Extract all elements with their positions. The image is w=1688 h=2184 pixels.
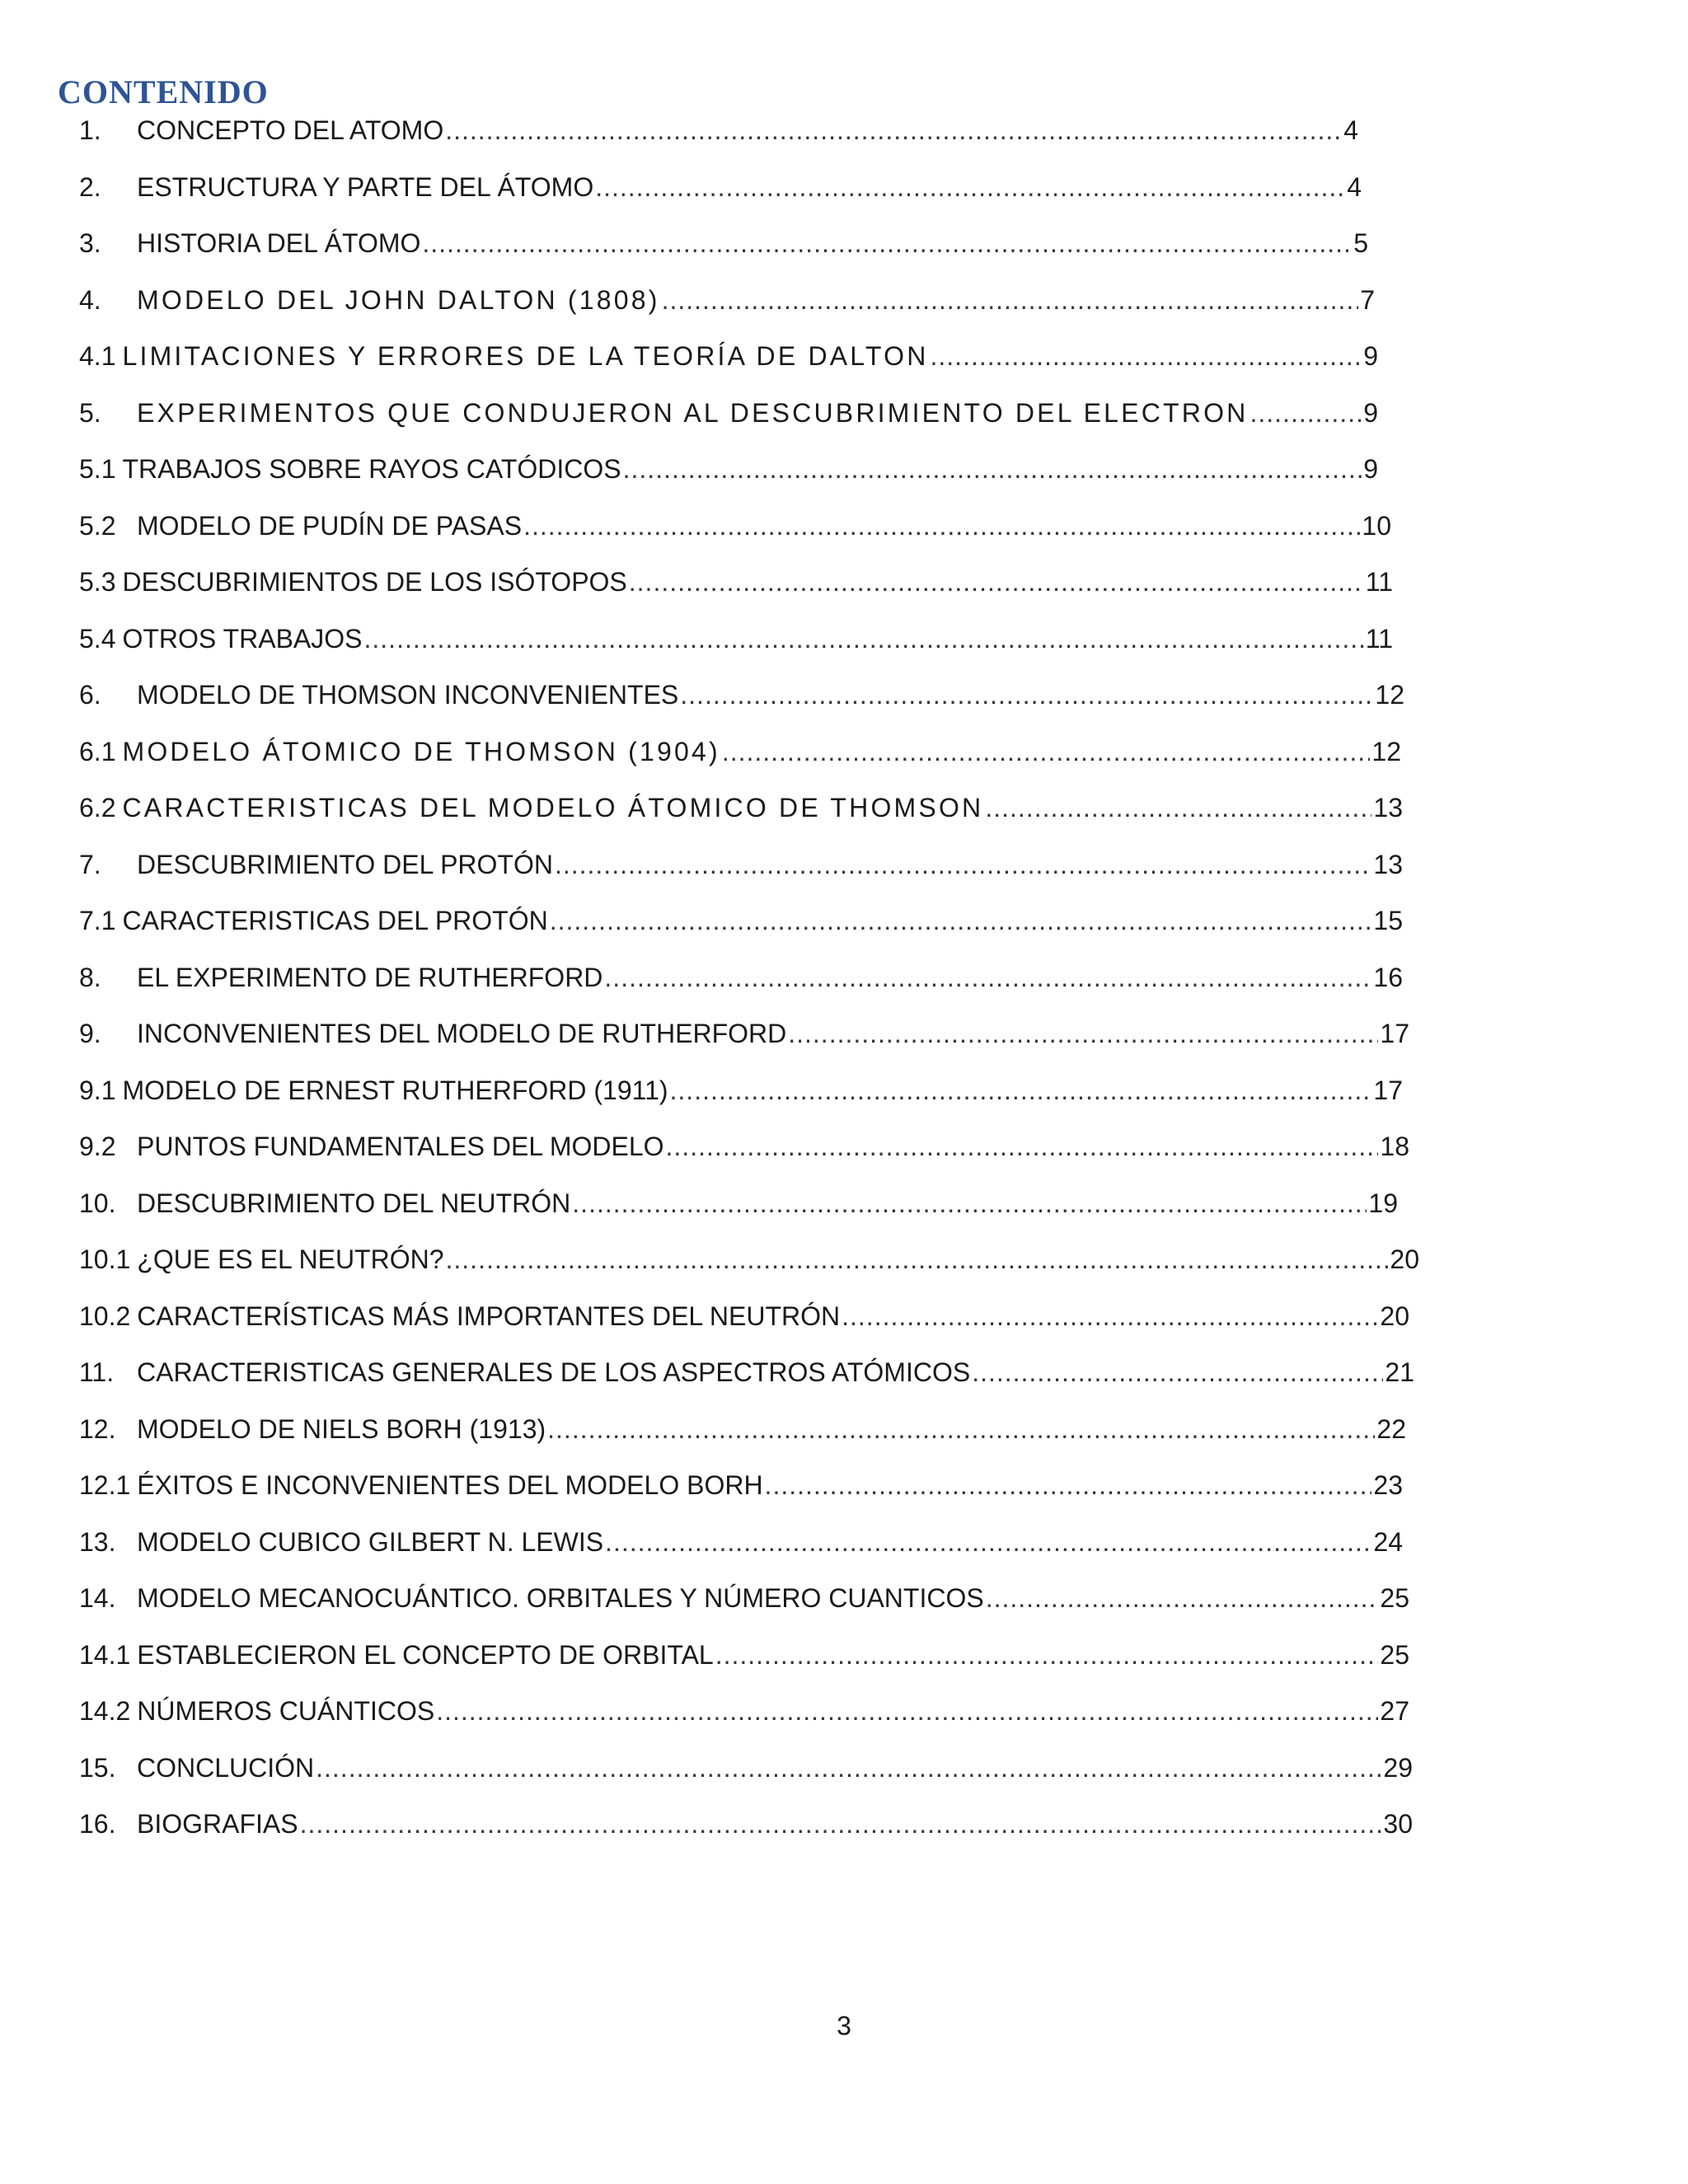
toc-entry-page: 4 <box>1343 115 1358 145</box>
toc-entry-label: MODELO MECANOCUÁNTICO. ORBITALES Y NÚMERO CUANTICOS <box>137 1583 984 1613</box>
toc-entry-page: 11 <box>1365 567 1393 597</box>
dot-leader <box>670 1076 1372 1106</box>
toc-entry[interactable] <box>79 963 1403 1019</box>
toc-entry-label: MODELO DE PUDÍN DE PASAS <box>137 510 523 541</box>
toc-entry-label: CARACTERÍSTICAS MÁS IMPORTANTES DEL NEUTRÓN <box>137 1301 841 1331</box>
toc-entry-label: HISTORIA DEL ÁTOMO <box>137 228 421 258</box>
toc-entry-number: 10. <box>79 1188 116 1218</box>
toc-entry[interactable] <box>79 1470 1403 1527</box>
toc-entry-page: 25 <box>1380 1583 1409 1613</box>
toc-entry-page: 9 <box>1363 454 1378 484</box>
toc-entry-label: MODELO CUBICO GILBERT N. LEWIS <box>137 1526 604 1557</box>
toc-entry-label: DESCUBRIMIENTO DEL PROTÓN <box>137 849 553 879</box>
toc-entry-number: 13. <box>79 1526 116 1557</box>
toc-entry-page: 16 <box>1373 962 1403 992</box>
toc-entry[interactable] <box>79 511 1391 568</box>
toc-entry-page: 4 <box>1347 171 1362 202</box>
toc-entry-page: 17 <box>1380 1019 1409 1048</box>
toc-entry-number: 5.4 <box>79 623 116 654</box>
toc-entry-page: 7 <box>1360 284 1375 315</box>
toc-entry-label: CARACTERISTICAS DEL MODELO ÁTOMICO DE THOMSON <box>122 793 984 823</box>
dot-leader <box>842 1301 1378 1332</box>
toc-entry-page: 21 <box>1385 1357 1414 1387</box>
toc-entry-number: 5.1 <box>79 454 116 484</box>
dot-leader <box>445 115 1342 146</box>
toc-entry-label: INCONVENIENTES DEL MODELO DE RUTHERFORD <box>137 1019 787 1048</box>
toc-entry[interactable] <box>79 1188 1398 1245</box>
toc-entry-page: 19 <box>1368 1188 1398 1218</box>
toc-entry-number: 11. <box>79 1357 115 1387</box>
toc-entry-number: 10.2 <box>79 1301 131 1331</box>
toc-entry-number: 16. <box>79 1809 116 1839</box>
toc-entry-number: 7.1 <box>79 906 116 935</box>
dot-leader <box>765 1470 1372 1501</box>
toc-entry-number: 7. <box>79 849 101 879</box>
toc-entry-page: 20 <box>1380 1301 1409 1331</box>
toc-entry-page: 13 <box>1373 849 1403 879</box>
toc-entry-label: TRABAJOS SOBRE RAYOS CATÓDICOS <box>122 454 621 484</box>
toc-entry-page: 23 <box>1373 1470 1403 1500</box>
toc-heading: CONTENIDO <box>58 73 269 110</box>
toc-entry-label: LIMITACIONES Y ERRORES DE LA TEORÍA DE DALTON <box>122 341 929 371</box>
toc-entry-page: 25 <box>1380 1639 1409 1670</box>
toc-entry-number: 12.1 <box>79 1470 131 1500</box>
table-of-contents <box>79 115 1419 1866</box>
dot-leader <box>680 680 1373 710</box>
toc-entry-number: 12. <box>79 1413 116 1444</box>
dot-leader <box>547 1414 1375 1445</box>
toc-entry-label: CARACTERISTICAS DEL PROTÓN <box>122 906 548 935</box>
toc-entry[interactable] <box>79 906 1403 963</box>
dot-leader <box>629 567 1364 598</box>
toc-entry-label: CONCEPTO DEL ATOMO <box>137 115 444 145</box>
toc-entry[interactable] <box>79 1132 1409 1188</box>
toc-entry-page: 18 <box>1380 1132 1409 1161</box>
toc-entry-number: 2. <box>79 171 101 202</box>
dot-leader <box>986 1583 1379 1614</box>
toc-entry-page: 17 <box>1373 1075 1403 1105</box>
dot-leader <box>422 228 1352 259</box>
toc-entry-page: 10 <box>1362 510 1391 541</box>
dot-leader <box>662 285 1359 316</box>
dot-leader <box>985 793 1372 823</box>
toc-entry[interactable] <box>79 1414 1406 1471</box>
toc-entry-number: 5.2 <box>79 510 116 541</box>
toc-entry[interactable] <box>79 398 1378 455</box>
toc-entry-number: 6. <box>79 680 101 710</box>
toc-entry-label: DESCUBRIMIENTOS DE LOS ISÓTOPOS <box>122 567 627 597</box>
page-number: 3 <box>837 2011 851 2041</box>
toc-entry-label: DESCUBRIMIENTO DEL NEUTRÓN <box>137 1188 571 1218</box>
toc-entry-page: 9 <box>1363 341 1378 371</box>
toc-entry-page: 30 <box>1383 1809 1413 1839</box>
toc-entry-page: 27 <box>1380 1696 1409 1726</box>
toc-entry-page: 13 <box>1373 793 1403 823</box>
dot-leader <box>1250 398 1362 429</box>
toc-entry-label: MODELO ÁTOMICO DE THOMSON (1904) <box>122 736 720 766</box>
toc-entry-page: 22 <box>1376 1413 1406 1444</box>
toc-entry-number: 15. <box>79 1752 116 1783</box>
toc-entry-page: 15 <box>1373 906 1403 935</box>
toc-entry-label: MODELO DE NIELS BORH (1913) <box>137 1413 546 1444</box>
toc-entry-label: EXPERIMENTOS QUE CONDUJERON AL DESCUBRIMIENTO DEL ELECTRON <box>137 397 1249 428</box>
toc-entry-label: NÚMEROS CUÁNTICOS <box>137 1696 435 1726</box>
dot-leader <box>555 850 1372 880</box>
toc-entry-number: 6.2 <box>79 793 116 823</box>
toc-entry[interactable] <box>79 624 1393 681</box>
toc-entry-number: 14. <box>79 1583 116 1613</box>
toc-entry[interactable] <box>79 172 1362 229</box>
toc-entry[interactable] <box>79 793 1403 850</box>
toc-entry-number: 14.1 <box>79 1639 131 1670</box>
dot-leader <box>931 341 1362 372</box>
toc-entry-label: MODELO DE ERNEST RUTHERFORD (1911) <box>122 1075 668 1105</box>
toc-entry[interactable] <box>79 115 1358 172</box>
toc-entry-page: 20 <box>1390 1244 1419 1274</box>
dot-leader <box>446 1244 1389 1275</box>
toc-entry-number: 3. <box>79 228 101 258</box>
dot-leader <box>715 1640 1379 1671</box>
toc-entry[interactable] <box>79 680 1404 737</box>
toc-entry-number: 1. <box>79 115 101 145</box>
toc-entry-page: 5 <box>1353 228 1368 258</box>
toc-entry[interactable] <box>79 1640 1409 1697</box>
dot-leader <box>605 1527 1372 1558</box>
dot-leader <box>666 1132 1379 1162</box>
toc-entry[interactable] <box>79 1753 1413 1810</box>
dot-leader <box>550 906 1372 936</box>
dot-leader <box>595 172 1345 203</box>
toc-entry-number: 4. <box>79 284 101 315</box>
toc-entry-label: MODELO DE THOMSON INCONVENIENTES <box>137 680 679 710</box>
dot-leader <box>604 963 1372 993</box>
toc-entry-page: 12 <box>1375 680 1404 710</box>
toc-entry[interactable] <box>79 1244 1419 1301</box>
toc-entry-page: 11 <box>1365 623 1393 654</box>
toc-entry[interactable] <box>79 567 1393 624</box>
toc-entry-number: 10.1 <box>79 1244 131 1274</box>
dot-leader <box>364 624 1364 654</box>
toc-entry-label: ¿QUE ES EL NEUTRÓN? <box>137 1244 444 1274</box>
toc-entry[interactable] <box>79 1583 1409 1640</box>
toc-entry[interactable] <box>79 1301 1409 1358</box>
toc-entry-label: PUNTOS FUNDAMENTALES DEL MODELO <box>137 1132 664 1161</box>
toc-entry[interactable] <box>79 1527 1403 1584</box>
toc-entry-label: OTROS TRABAJOS <box>122 623 363 654</box>
toc-entry-label: MODELO DEL JOHN DALTON (1808) <box>137 284 660 315</box>
toc-entry[interactable] <box>79 1357 1414 1414</box>
toc-entry-number: 9.1 <box>79 1075 116 1105</box>
toc-entry-label: ESTRUCTURA Y PARTE DEL ÁTOMO <box>137 171 594 202</box>
toc-entry[interactable] <box>79 454 1378 511</box>
toc-entry[interactable] <box>79 228 1368 285</box>
dot-leader <box>436 1696 1378 1727</box>
toc-entry-page: 29 <box>1383 1752 1413 1783</box>
toc-entry[interactable] <box>79 850 1403 907</box>
toc-entry-number: 9. <box>79 1019 101 1048</box>
toc-entry-number: 14.2 <box>79 1696 131 1726</box>
toc-entry-page: 12 <box>1372 736 1401 766</box>
toc-entry-label: BIOGRAFIAS <box>137 1809 298 1839</box>
toc-entry[interactable] <box>79 1696 1409 1753</box>
toc-entry-label: ESTABLECIERON EL CONCEPTO DE ORBITAL <box>137 1639 714 1670</box>
dot-leader <box>788 1019 1378 1049</box>
toc-entry-number: 8. <box>79 962 101 992</box>
toc-entry-label: CARACTERISTICAS GENERALES DE LOS ASPECTROS ATÓMICOS <box>137 1357 971 1387</box>
toc-entry[interactable] <box>79 285 1375 342</box>
toc-entry[interactable] <box>79 737 1401 794</box>
toc-entry-number: 9.2 <box>79 1132 116 1161</box>
toc-entry[interactable] <box>79 1809 1413 1866</box>
dot-leader <box>316 1753 1381 1783</box>
toc-entry-page: 24 <box>1373 1526 1403 1557</box>
toc-entry-label: ÉXITOS E INCONVENIENTES DEL MODELO BORH <box>137 1470 763 1500</box>
dot-leader <box>722 737 1371 767</box>
toc-entry-page: 9 <box>1363 397 1378 428</box>
toc-entry[interactable] <box>79 1019 1409 1076</box>
toc-entry-number: 5.3 <box>79 567 116 597</box>
dot-leader <box>300 1809 1382 1840</box>
dot-leader <box>523 511 1360 541</box>
dot-leader <box>972 1357 1383 1388</box>
dot-leader <box>623 454 1362 485</box>
dot-leader <box>572 1188 1367 1219</box>
toc-entry[interactable] <box>79 341 1378 398</box>
toc-entry-number: 6.1 <box>79 736 116 766</box>
toc-entry-number: 5. <box>79 397 101 428</box>
toc-entry-number: 4.1 <box>79 341 116 371</box>
toc-entry[interactable] <box>79 1076 1403 1132</box>
toc-entry-label: CONCLUCIÓN <box>137 1752 315 1783</box>
toc-entry-label: EL EXPERIMENTO DE RUTHERFORD <box>137 962 603 992</box>
